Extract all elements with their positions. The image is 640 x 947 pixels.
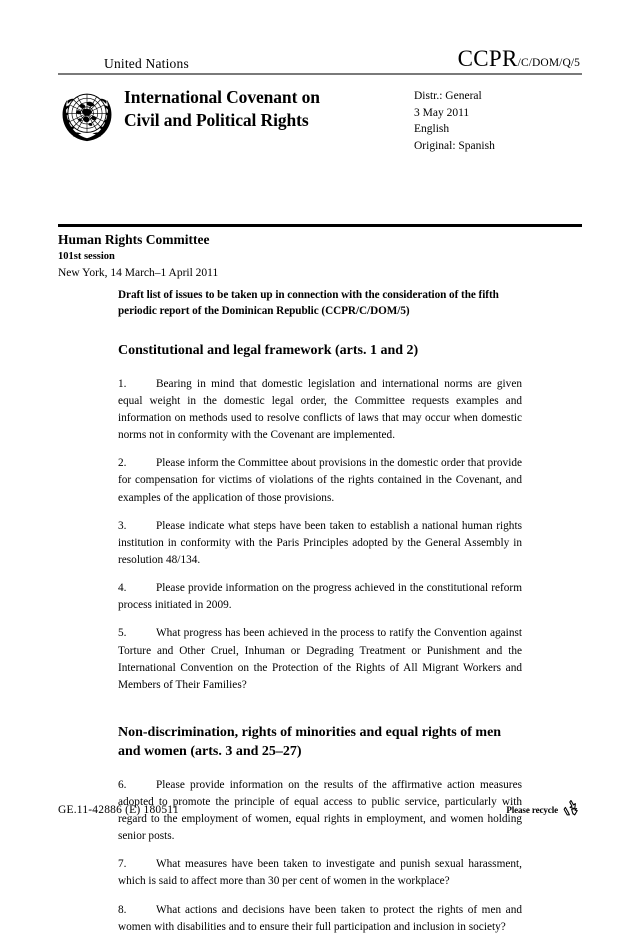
section-heading-non-discrimination: Non-discrimination, rights of minorities and equal rights of men and women (arts. 3 and 25–27) bbox=[118, 725, 502, 759]
paragraph-text: Please provide information on the progress achieved in the constitutional reform process initiated in 2009. bbox=[118, 582, 522, 612]
page-footer bbox=[58, 798, 582, 822]
committee-place-and-dates: New York, 14 March–1 April 2011 bbox=[58, 266, 219, 279]
organization-name: United Nations bbox=[104, 55, 189, 71]
paragraph-number: 7. bbox=[118, 858, 127, 871]
document-symbol-main: CCPR bbox=[457, 46, 518, 71]
paragraph-text: Please indicate what steps have been taken to establish a national human rights institution in conformity with the Paris Principles adopted by the General Assembly in resolution 48/134. bbox=[118, 519, 522, 566]
masthead bbox=[58, 46, 582, 155]
covenant-title-line-1: International Covenant on bbox=[124, 87, 320, 107]
job-number: GE.11-42886 (E) 180511 bbox=[58, 804, 179, 816]
paragraph-number: 1. bbox=[118, 377, 127, 390]
distribution-original: Original: Spanish bbox=[414, 140, 495, 153]
covenant-title-line-2: Civil and Political Rights bbox=[124, 109, 309, 130]
paragraph-8 bbox=[118, 902, 522, 936]
paragraph-text: Bearing in mind that domestic legislation and international norms are given equal weight in the domestic legal order, the Committee requests examples and information on methods used to resolve conflicts of laws that may occur when domestic norms not in conformity with the Covenant are implemented. bbox=[118, 377, 522, 442]
paragraph-7 bbox=[118, 856, 522, 890]
paragraph-number: 8. bbox=[118, 903, 127, 916]
document-content bbox=[118, 288, 522, 947]
document-symbol-suffix: /C/DOM/Q/5 bbox=[517, 57, 580, 69]
paragraph-5 bbox=[118, 625, 522, 694]
section-heading-constitutional-legal-framework: Constitutional and legal framework (arts. 1 and 2) bbox=[118, 342, 419, 358]
paragraph-1 bbox=[118, 376, 522, 445]
paragraph-text: What measures have been taken to investigate and punish sexual harassment, which is said to affect more than 30 per cent of women in the workplace? bbox=[118, 858, 522, 888]
distribution-type: Distr.: General bbox=[414, 90, 482, 102]
paragraph-number: 3. bbox=[118, 519, 127, 532]
paragraph-2 bbox=[118, 455, 522, 506]
paragraph-text: Please provide information on the results of the affirmative action measures adopted to promote the principle of equal access to public service, particularly with regard to the employment of women, equal rights in employment, and women holding senior posts. bbox=[118, 778, 522, 843]
committee-name: Human Rights Committee bbox=[58, 232, 210, 247]
recycle-icon bbox=[560, 798, 582, 818]
paragraph-number: 2. bbox=[118, 457, 127, 470]
distribution-date: 3 May 2011 bbox=[414, 106, 470, 119]
covenant-title bbox=[116, 84, 414, 132]
masthead-thin-rule bbox=[58, 73, 582, 75]
un-emblem-icon bbox=[58, 86, 116, 144]
committee-session: 101st session bbox=[58, 250, 115, 262]
paragraph-text: What progress has been achieved in the process to ratify the Convention against Torture and Other Cruel, Inhuman or Degrading Treatment or Punishment and the International Convention on the Protection of the Rights of All Migrant Workers and Members of Their Families? bbox=[118, 627, 522, 691]
recycle-notice bbox=[506, 798, 582, 822]
paragraph-4 bbox=[118, 580, 522, 614]
distribution-block bbox=[414, 84, 582, 155]
committee-heavy-rule bbox=[58, 224, 582, 227]
distribution-language: English bbox=[414, 123, 450, 136]
document-symbol bbox=[458, 47, 582, 70]
paragraph-text: Please inform the Committee about provisions in the domestic order that provide for compensation for victims of violations of the rights contained in the Covenant, and examples of the application of those provisions. bbox=[118, 457, 522, 504]
masthead-body-row bbox=[58, 84, 582, 155]
page-title: Draft list of issues to be taken up in connection with the consideration of the fifth periodic report of the Dominican Republic (CCPR/C/DOM/5) bbox=[118, 289, 499, 317]
paragraph-number: 5. bbox=[118, 627, 127, 640]
committee-block bbox=[58, 232, 582, 280]
paragraph-3 bbox=[118, 518, 522, 569]
paragraph-text: What actions and decisions have been taken to protect the rights of men and women with disabilities and to ensure their full participation and inclusion in society? bbox=[118, 903, 522, 933]
recycle-label: Please recycle bbox=[506, 805, 558, 815]
masthead-top-row bbox=[58, 46, 582, 71]
paragraph-number: 6. bbox=[118, 778, 127, 791]
paragraph-number: 4. bbox=[118, 582, 127, 595]
